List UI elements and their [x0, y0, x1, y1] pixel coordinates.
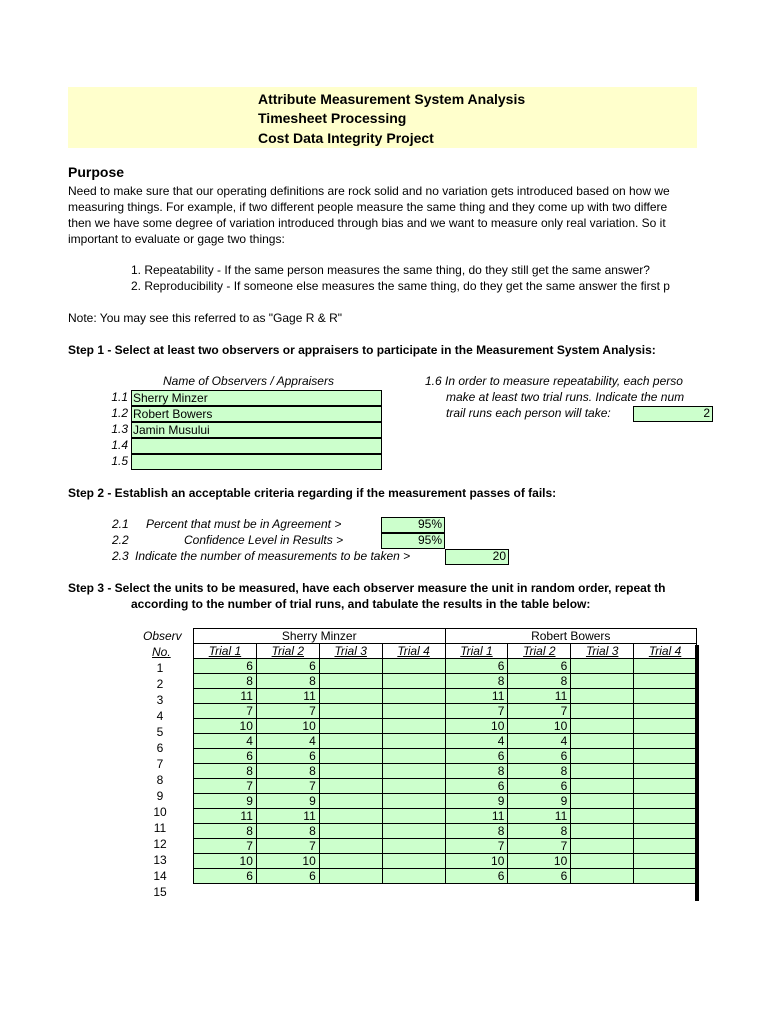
- agreement-label: Percent that must be in Agreement >: [146, 517, 342, 531]
- measurement-cell[interactable]: [571, 839, 634, 854]
- measurement-cell[interactable]: 6: [508, 749, 571, 764]
- measurement-cell[interactable]: 8: [508, 824, 571, 839]
- measurement-cell[interactable]: 7: [194, 839, 257, 854]
- observer-b-header: Robert Bowers: [445, 629, 697, 644]
- measurement-cell[interactable]: [571, 824, 634, 839]
- table-row: [194, 824, 697, 839]
- confidence-label: Confidence Level in Results >: [184, 533, 344, 547]
- trial-header: Trial 4: [634, 644, 697, 659]
- measurement-cell[interactable]: 7: [256, 704, 319, 719]
- step1-instruction: [68, 343, 656, 357]
- agreement-percent-input[interactable]: 95%: [381, 517, 445, 533]
- table-row: [194, 839, 697, 854]
- measurement-cell[interactable]: 8: [256, 824, 319, 839]
- step1-label: Step 1: [68, 343, 105, 357]
- measurement-cell[interactable]: [571, 869, 634, 884]
- reproducibility-item: 2. Reproducibility - If someone else measures the same thing, do they get the same answer the first p: [131, 279, 670, 293]
- measurement-cell[interactable]: [571, 674, 634, 689]
- criteria-num: 2.2: [112, 533, 129, 547]
- measurement-cell[interactable]: 11: [508, 809, 571, 824]
- measurement-cell[interactable]: [319, 764, 382, 779]
- measurement-cell[interactable]: [634, 824, 697, 839]
- trial-runs-note-3: trail runs each person will take:: [446, 406, 611, 420]
- measurement-cell[interactable]: [319, 704, 382, 719]
- measurement-cell[interactable]: [382, 854, 445, 869]
- measurement-cell[interactable]: 10: [194, 854, 257, 869]
- measurement-cell[interactable]: [319, 674, 382, 689]
- measurement-cell[interactable]: 10: [445, 854, 508, 869]
- confidence-level-input[interactable]: 95%: [381, 533, 445, 549]
- measurement-cell[interactable]: [319, 794, 382, 809]
- measurement-cell[interactable]: 9: [508, 794, 571, 809]
- measurement-cell[interactable]: [382, 734, 445, 749]
- measurement-cell[interactable]: 6: [256, 869, 319, 884]
- measurement-cell[interactable]: 4: [256, 734, 319, 749]
- measurement-cell[interactable]: 11: [194, 689, 257, 704]
- table-row: [194, 659, 697, 674]
- measurement-cell[interactable]: 10: [508, 854, 571, 869]
- measurement-cell[interactable]: 4: [508, 734, 571, 749]
- observation-number: 14: [153, 869, 167, 883]
- measurement-cell[interactable]: 9: [445, 794, 508, 809]
- step2-instruction: [68, 486, 556, 500]
- measurement-cell[interactable]: [571, 779, 634, 794]
- observer-a-header: Sherry Minzer: [194, 629, 446, 644]
- measurement-cell[interactable]: [319, 869, 382, 884]
- measurement-cell[interactable]: 8: [194, 674, 257, 689]
- measurement-cell[interactable]: [382, 809, 445, 824]
- measurement-cell[interactable]: [634, 869, 697, 884]
- measurement-cell[interactable]: [571, 659, 634, 674]
- measurement-cell[interactable]: 4: [194, 734, 257, 749]
- gage-note: Note: You may see this referred to as "Gage R & R": [68, 311, 342, 325]
- measurement-cell[interactable]: 8: [194, 824, 257, 839]
- measurement-cell[interactable]: [571, 749, 634, 764]
- measurement-cell[interactable]: 8: [256, 674, 319, 689]
- measurement-cell[interactable]: 7: [445, 704, 508, 719]
- trial-runs-note-2: make at least two trial runs. Indicate the num: [446, 390, 685, 404]
- observer-name-input[interactable]: Sherry Minzer: [131, 390, 382, 406]
- observer-name-input[interactable]: [131, 438, 382, 454]
- measurement-cell[interactable]: [382, 824, 445, 839]
- observer-num: 1.4: [111, 438, 128, 452]
- obs-header: Observ: [143, 629, 182, 643]
- measurement-cell[interactable]: [634, 839, 697, 854]
- measurement-cell[interactable]: 7: [256, 779, 319, 794]
- measurement-cell[interactable]: 8: [445, 824, 508, 839]
- title-line-3: Cost Data Integrity Project: [258, 130, 434, 146]
- observation-number: 10: [153, 805, 167, 819]
- observer-name-input[interactable]: Jamin Musului: [131, 422, 382, 438]
- trial-header-row: [194, 644, 697, 659]
- observation-number: 8: [156, 773, 164, 787]
- observation-number: 1: [156, 661, 164, 675]
- observer-header-row: [194, 629, 697, 644]
- title-line-1: Attribute Measurement System Analysis: [258, 91, 526, 107]
- observer-num: 1.5: [111, 454, 128, 468]
- measurement-cell[interactable]: [382, 839, 445, 854]
- observation-number: 9: [156, 789, 164, 803]
- measurement-cell[interactable]: [634, 779, 697, 794]
- measurement-cell[interactable]: [571, 854, 634, 869]
- step3-text: - Select the units to be measured, have each observer measure the unit in random order, repeat th: [104, 581, 666, 595]
- results-table: [193, 628, 697, 884]
- purpose-heading: Purpose: [68, 164, 125, 180]
- measurement-cell[interactable]: 6: [445, 659, 508, 674]
- observation-number: 11: [153, 821, 167, 835]
- table-row: [194, 794, 697, 809]
- measurement-cell[interactable]: 11: [256, 689, 319, 704]
- measurement-cell[interactable]: 6: [508, 659, 571, 674]
- measurement-cell[interactable]: 8: [256, 764, 319, 779]
- step3-instruction-cont: according to the number of trial runs, and tabulate the results in the table below:: [131, 597, 591, 611]
- table-row: [194, 764, 697, 779]
- measurement-cell[interactable]: [634, 854, 697, 869]
- measurement-cell[interactable]: [382, 689, 445, 704]
- purpose-line-1: Need to make sure that our operating definitions are rock solid and no variation gets introduced based on how we: [68, 184, 670, 198]
- measurement-cell[interactable]: 8: [445, 674, 508, 689]
- measurement-cell[interactable]: [634, 689, 697, 704]
- observer-num: 1.1: [111, 390, 128, 404]
- measurement-cell[interactable]: [634, 734, 697, 749]
- measurement-cell[interactable]: 7: [256, 839, 319, 854]
- observation-number: 3: [156, 693, 164, 707]
- trial-header: Trial 1: [445, 644, 508, 659]
- trial-header: Trial 3: [571, 644, 634, 659]
- measurement-cell[interactable]: 9: [256, 794, 319, 809]
- measurement-cell[interactable]: [382, 869, 445, 884]
- measurement-cell[interactable]: [634, 704, 697, 719]
- measurement-cell[interactable]: [382, 719, 445, 734]
- measurement-cell[interactable]: [634, 764, 697, 779]
- measurement-cell[interactable]: [319, 809, 382, 824]
- measurement-cell[interactable]: [319, 689, 382, 704]
- table-row: [194, 749, 697, 764]
- observer-name-input[interactable]: Robert Bowers: [131, 406, 382, 422]
- measurement-cell[interactable]: [319, 824, 382, 839]
- table-row: [194, 704, 697, 719]
- measurement-cell[interactable]: 11: [194, 809, 257, 824]
- measurement-cell[interactable]: [382, 674, 445, 689]
- measurement-cell[interactable]: [571, 764, 634, 779]
- measurement-cell[interactable]: [634, 794, 697, 809]
- measurement-cell[interactable]: [634, 719, 697, 734]
- trial-runs-note-1: 1.6 In order to measure repeatability, each perso: [425, 374, 683, 388]
- measurement-cell[interactable]: 10: [194, 719, 257, 734]
- table-row: [194, 674, 697, 689]
- measurement-cell[interactable]: [319, 659, 382, 674]
- measurement-cell[interactable]: 6: [445, 749, 508, 764]
- measurement-cell[interactable]: 7: [508, 839, 571, 854]
- measurement-cell[interactable]: [382, 794, 445, 809]
- measurement-cell[interactable]: 10: [445, 719, 508, 734]
- step3-instruction: [68, 581, 666, 595]
- measurement-cell[interactable]: [571, 704, 634, 719]
- measurement-cell[interactable]: [571, 809, 634, 824]
- measurement-cell[interactable]: [382, 779, 445, 794]
- trial-header: Trial 2: [256, 644, 319, 659]
- measurement-cell[interactable]: [634, 674, 697, 689]
- measurement-cell[interactable]: [634, 809, 697, 824]
- purpose-line-3: then we have some degree of variation introduced through bias and we want to measure only real variation. So it: [68, 216, 666, 230]
- measurement-cell[interactable]: 7: [194, 779, 257, 794]
- measurement-cell[interactable]: 7: [508, 704, 571, 719]
- purpose-line-4: important to evaluate or gage two things:: [68, 232, 285, 246]
- measurement-cell[interactable]: 8: [508, 674, 571, 689]
- measurements-count-input[interactable]: 20: [445, 549, 509, 565]
- measurement-cell[interactable]: 11: [256, 809, 319, 824]
- repeatability-item: 1. Repeatability - If the same person measures the same thing, do they still get the same answer?: [131, 263, 650, 277]
- table-row: [194, 719, 697, 734]
- measurement-cell[interactable]: 6: [256, 749, 319, 764]
- measurement-cell[interactable]: 6: [445, 869, 508, 884]
- measurement-cell[interactable]: [634, 749, 697, 764]
- step3-label: Step 3: [68, 581, 105, 595]
- measurement-cell[interactable]: 9: [194, 794, 257, 809]
- observation-number: 2: [156, 677, 164, 691]
- observation-number: 5: [156, 725, 164, 739]
- measurement-cell[interactable]: 11: [508, 689, 571, 704]
- observer-num: 1.3: [111, 422, 128, 436]
- observer-num: 1.2: [111, 406, 128, 420]
- measurement-cell[interactable]: 8: [508, 764, 571, 779]
- measurement-cell[interactable]: [571, 689, 634, 704]
- measurement-cell[interactable]: 6: [445, 779, 508, 794]
- table-row: [194, 779, 697, 794]
- measurement-cell[interactable]: [319, 734, 382, 749]
- measurement-cell[interactable]: [382, 659, 445, 674]
- observation-number: 6: [156, 741, 164, 755]
- measurement-cell[interactable]: [382, 749, 445, 764]
- measurement-cell[interactable]: 10: [508, 719, 571, 734]
- measurements-label: Indicate the number of measurements to be taken >: [135, 549, 411, 563]
- measurement-cell[interactable]: 7: [194, 704, 257, 719]
- measurement-cell[interactable]: 4: [445, 734, 508, 749]
- trial-runs-input[interactable]: 2: [633, 406, 713, 422]
- measurement-cell[interactable]: 6: [256, 659, 319, 674]
- table-row: [194, 869, 697, 884]
- criteria-num: 2.1: [112, 517, 129, 531]
- measurement-cell[interactable]: [571, 719, 634, 734]
- title-line-2: Timesheet Processing: [258, 110, 407, 126]
- measurement-cell[interactable]: 10: [256, 719, 319, 734]
- measurement-cell[interactable]: [382, 764, 445, 779]
- measurement-cell[interactable]: 11: [445, 809, 508, 824]
- observer-name-input[interactable]: [131, 454, 382, 470]
- table-row: [194, 854, 697, 869]
- measurement-cell[interactable]: [571, 794, 634, 809]
- table-row: [194, 689, 697, 704]
- measurement-cell[interactable]: [571, 734, 634, 749]
- trial-header: Trial 3: [319, 644, 382, 659]
- measurement-cell[interactable]: 6: [194, 749, 257, 764]
- obs-no-header: No.: [152, 645, 171, 659]
- observation-number: 4: [156, 709, 164, 723]
- measurement-cell[interactable]: [382, 704, 445, 719]
- step1-text: - Select at least two observers or appraisers to participate in the Measurement System Analysis:: [104, 343, 656, 357]
- criteria-num: 2.3: [112, 549, 129, 563]
- table-edge: [695, 645, 699, 901]
- trial-header: Trial 4: [382, 644, 445, 659]
- observers-column-header: Name of Observers / Appraisers: [163, 374, 334, 388]
- measurement-cell[interactable]: 6: [508, 869, 571, 884]
- measurement-cell[interactable]: [319, 779, 382, 794]
- measurement-cell[interactable]: [319, 749, 382, 764]
- measurement-cell[interactable]: [319, 719, 382, 734]
- trial-header: Trial 2: [508, 644, 571, 659]
- table-row: [194, 734, 697, 749]
- trial-header: Trial 1: [194, 644, 257, 659]
- observation-number: 12: [153, 837, 167, 851]
- measurement-cell[interactable]: 6: [194, 659, 257, 674]
- measurement-cell[interactable]: [319, 854, 382, 869]
- measurement-cell[interactable]: 8: [194, 764, 257, 779]
- measurement-cell[interactable]: 6: [194, 869, 257, 884]
- measurement-cell[interactable]: 8: [445, 764, 508, 779]
- measurement-cell[interactable]: [634, 659, 697, 674]
- measurement-cell[interactable]: 6: [508, 779, 571, 794]
- measurement-cell[interactable]: [319, 839, 382, 854]
- observation-number: 13: [153, 853, 167, 867]
- measurement-cell[interactable]: 10: [256, 854, 319, 869]
- purpose-line-2: measuring things. For example, if two different people measure the same thing and they come up with two differe: [68, 200, 668, 214]
- step2-label: Step 2: [68, 486, 105, 500]
- observation-number: 7: [156, 757, 164, 771]
- table-row: [194, 809, 697, 824]
- step2-text: - Establish an acceptable criteria regarding if the measurement passes of fails:: [104, 486, 557, 500]
- measurement-cell[interactable]: 11: [445, 689, 508, 704]
- measurement-cell[interactable]: 7: [445, 839, 508, 854]
- observation-number: 15: [153, 885, 167, 899]
